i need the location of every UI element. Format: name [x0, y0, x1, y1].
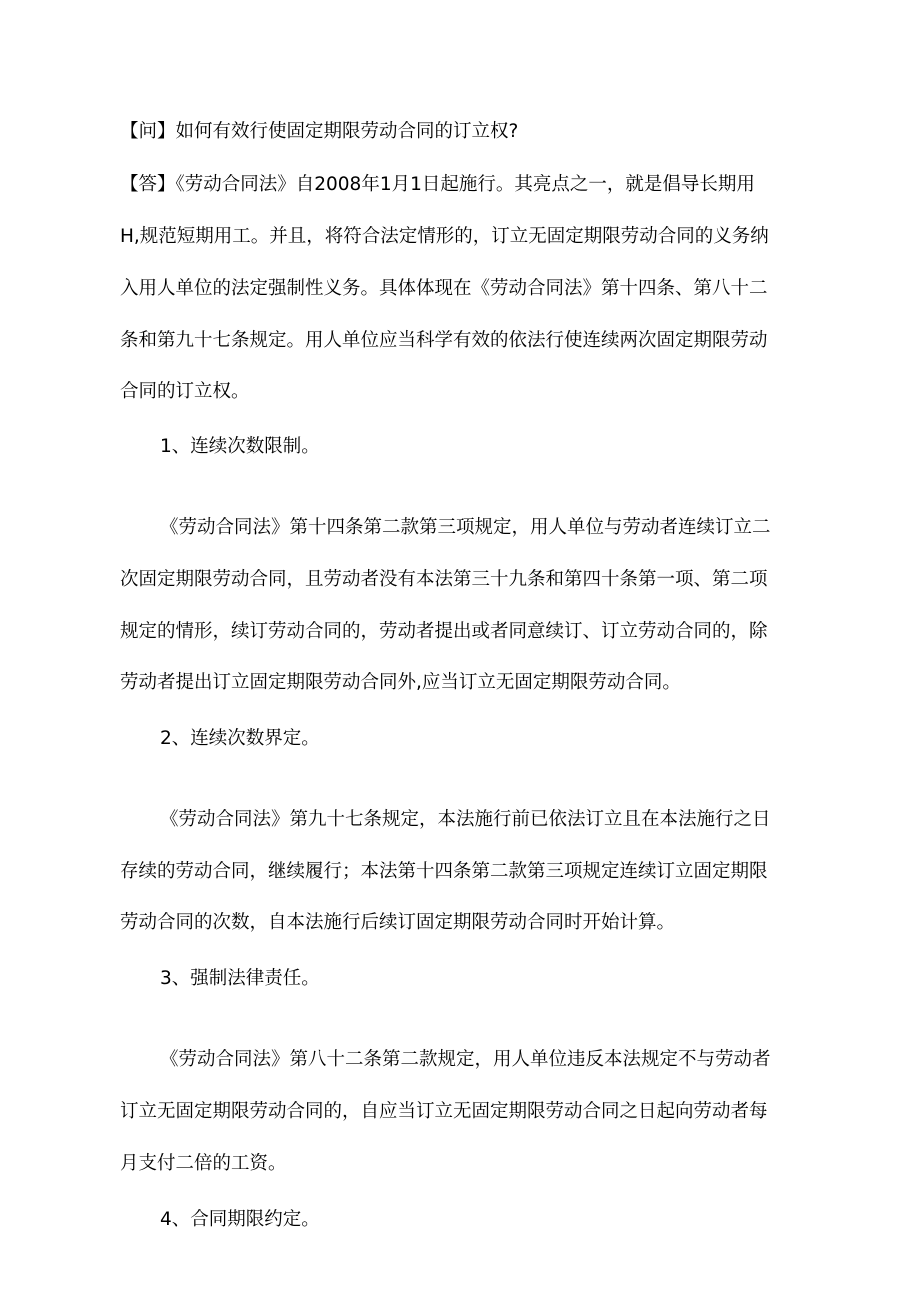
answer-line: H,规范短期用工。并且，将符合法定情形的，订立无固定期限劳动合同的义务纳 — [120, 226, 769, 247]
section-body-line: 存续的劳动合同，继续履行；本法第十四条第二款第三项规定连续订立固定期限 — [120, 861, 768, 882]
section-body-line: 规定的情形，续订劳动合同的，劳动者提出或者同意续订、订立劳动合同的，除 — [120, 621, 768, 642]
answer-line: 【答】《劳动合同法》自2008年1月1日起施行。其亮点之一，就是倡导长期用 — [120, 174, 755, 195]
section-body-line: 订立无固定期限劳动合同的，自应当订立无固定期限劳动合同之日起向劳动者每 — [120, 1101, 768, 1122]
section-body-line: 《劳动合同法》第九十七条规定，本法施行前已依法订立且在本法施行之日 — [160, 809, 771, 830]
section-heading: 4、合同期限约定。 — [160, 1209, 320, 1230]
section-body-line: 劳动者提出订立固定期限劳动合同外,应当订立无固定期限劳动合同。 — [120, 672, 681, 693]
section-body-line: 次固定期限劳动合同，且劳动者没有本法第三十九条和第四十条第一项、第二项 — [120, 569, 768, 590]
section-body-line: 月支付二倍的工资。 — [120, 1153, 287, 1174]
section-body-line: 劳动合同的次数，自本法施行后续订固定期限劳动合同时开始计算。 — [120, 912, 676, 933]
question-line: 【问】如何有效行使固定期限劳动合同的订立权? — [120, 121, 519, 142]
section-heading: 1、连续次数限制。 — [160, 436, 320, 457]
section-heading: 3、强制法律责任。 — [160, 968, 320, 989]
section-body-line: 《劳动合同法》第八十二条第二款规定，用人单位违反本法规定不与劳动者 — [160, 1049, 771, 1070]
answer-line: 条和第九十七条规定。用人单位应当科学有效的依法行使连续两次固定期限劳动 — [120, 330, 768, 351]
section-body-line: 《劳动合同法》第十四条第二款第三项规定，用人单位与劳动者连续订立二 — [160, 517, 771, 538]
answer-line: 入用人单位的法定强制性义务。具体体现在《劳动合同法》第十四条、第八十二 — [120, 278, 768, 299]
answer-line: 合同的订立权。 — [120, 381, 250, 402]
section-heading: 2、连续次数界定。 — [160, 728, 320, 749]
